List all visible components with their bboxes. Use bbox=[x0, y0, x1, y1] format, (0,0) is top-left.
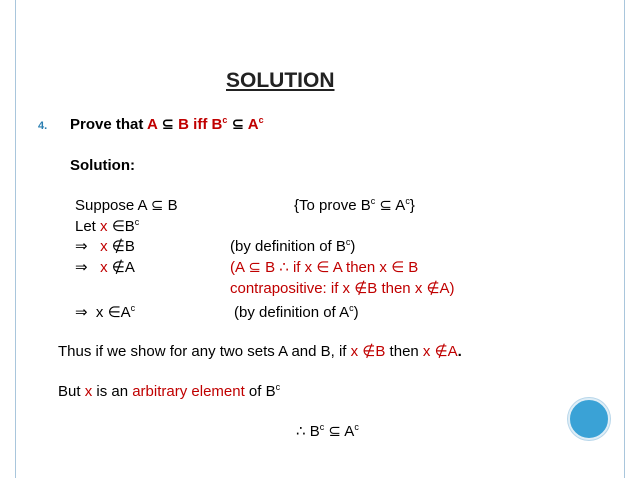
but-of: of B bbox=[244, 383, 276, 400]
definition-end-2: ) bbox=[353, 304, 359, 321]
slide-border-left bbox=[15, 0, 16, 478]
to-prove-note bbox=[294, 197, 415, 215]
prove-subset-2: ⊆ bbox=[227, 116, 248, 133]
definition-note-2 bbox=[234, 304, 359, 322]
let-x: x bbox=[100, 218, 108, 235]
prove-lead: Prove that bbox=[70, 116, 147, 133]
to-prove-end: } bbox=[409, 197, 415, 214]
implies-arrow-icon: ⇒ bbox=[75, 304, 88, 321]
definition-sup-1: c bbox=[345, 237, 351, 247]
thus-line bbox=[58, 343, 462, 361]
definition-sup-2: c bbox=[349, 303, 354, 313]
item-number: 4. bbox=[38, 120, 48, 132]
implies-sup-3: c bbox=[130, 303, 136, 313]
prove-ac: A bbox=[247, 116, 259, 133]
prove-statement bbox=[70, 116, 264, 134]
prove-subset-1: ⊆ bbox=[157, 116, 179, 133]
slide-border-right bbox=[624, 0, 625, 478]
prove-bc: B bbox=[211, 116, 223, 133]
thus-then: then bbox=[385, 343, 423, 360]
suppose-line: Suppose A ⊆ B bbox=[75, 197, 178, 214]
decorative-circle-icon bbox=[568, 398, 610, 440]
conclusion-sup-1: c bbox=[319, 422, 325, 432]
but-pre: But bbox=[58, 383, 85, 400]
to-prove-pre: {To prove B bbox=[294, 197, 371, 214]
prove-a: A bbox=[146, 116, 158, 133]
implies-x-1: x bbox=[100, 238, 108, 255]
but-line bbox=[58, 383, 280, 401]
to-prove-sup-2: c bbox=[405, 196, 410, 206]
implies-arrow-icon: ⇒ bbox=[75, 238, 88, 255]
definition-pre-2: (by definition of A bbox=[234, 304, 350, 321]
prove-ac-sup: c bbox=[258, 115, 264, 125]
thus-pre: Thus if we show for any two sets A and B, if bbox=[58, 343, 351, 360]
prove-bc-sup: c bbox=[222, 115, 228, 125]
implies-rest-2: ∉A bbox=[107, 259, 135, 276]
implies-line-3 bbox=[75, 304, 135, 322]
to-prove-sup-1: c bbox=[370, 196, 376, 206]
let-word: Let bbox=[75, 218, 101, 235]
implies-rest-1: ∉B bbox=[107, 238, 135, 255]
definition-end-1: ) bbox=[350, 238, 356, 255]
but-arbitrary: arbitrary element bbox=[132, 383, 245, 400]
let-line bbox=[75, 218, 139, 236]
but-is: is an bbox=[92, 383, 133, 400]
conclusion-sup-2: c bbox=[354, 422, 359, 432]
implies-x-2: x bbox=[100, 259, 108, 276]
definition-pre-1: (by definition of B bbox=[230, 238, 346, 255]
page-title: SOLUTION bbox=[226, 69, 335, 92]
thus-x-not-a: x ∉A bbox=[422, 343, 458, 360]
implies-line-2 bbox=[75, 259, 135, 277]
let-sup: c bbox=[134, 217, 140, 227]
let-in-b: ∈B bbox=[107, 218, 135, 235]
implies-x-3: x ∈A bbox=[95, 304, 131, 321]
thus-x-not-b: x ∉B bbox=[350, 343, 386, 360]
definition-note-1 bbox=[230, 238, 355, 256]
conclusion-mid: ⊆ A bbox=[324, 423, 355, 440]
reason-line: (A ⊆ B ∴ if x ∈ A then x ∈ B bbox=[230, 259, 419, 276]
conclusion-line bbox=[296, 423, 359, 441]
implies-line-1 bbox=[75, 238, 135, 256]
thus-dot: . bbox=[457, 343, 462, 360]
but-x: x bbox=[84, 383, 93, 400]
conclusion-pre: ∴ B bbox=[296, 423, 320, 440]
prove-iff: iff bbox=[189, 116, 212, 133]
to-prove-mid: ⊆ A bbox=[375, 197, 406, 214]
contrapositive-line: contrapositive: if x ∉B then x ∉A) bbox=[230, 280, 455, 297]
prove-b: B bbox=[178, 116, 189, 133]
implies-arrow-icon: ⇒ bbox=[75, 259, 88, 276]
solution-label: Solution: bbox=[70, 157, 135, 174]
but-sup: c bbox=[275, 382, 281, 392]
